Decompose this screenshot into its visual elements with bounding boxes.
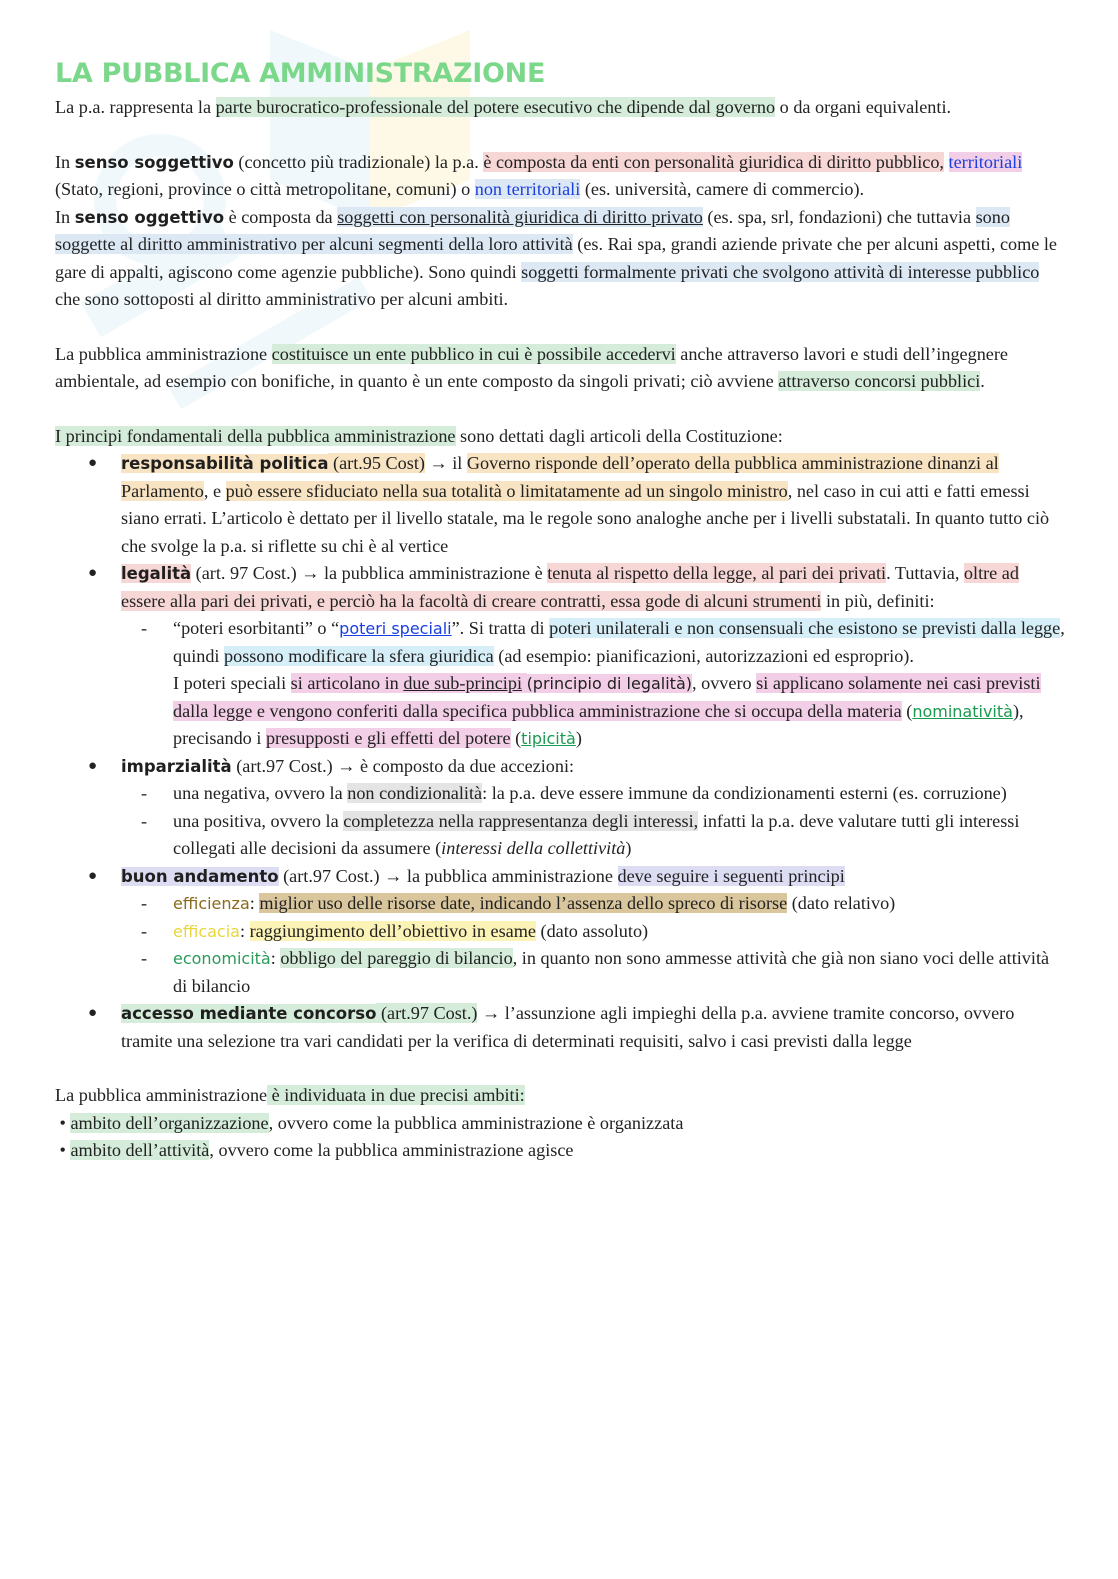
bullet-icon: ● bbox=[88, 867, 98, 884]
dash-icon: - bbox=[141, 893, 148, 913]
highlight: parte burocratico-professionale del potere esecutivo che dipende dal governo bbox=[215, 97, 776, 117]
highlight: non territoriali bbox=[474, 179, 581, 199]
list-item: - economicità: obbligo del pareggio di bilancio, in quanto non sono ammesse attività che già non siano voci delle attività di bilancio bbox=[121, 945, 1065, 1000]
bullet-icon: ● bbox=[88, 1005, 98, 1021]
list-item: ● imparzialità (art.97 Cost.) → è composto da due accezioni: - una negativa, ovvero la non condizionalità: la p.a. deve essere immune da condizionamenti esterni (es. corruzione) - una positiva, ovvero la completezza nella rappresentanza degli interessi, infatti la p.a. deve valutare tutti gli interessi collegati alle decisioni da assumere (interessi della collettività) bbox=[55, 753, 1065, 863]
list-item: - una negativa, ovvero la non condizionalità: la p.a. deve essere immune da condizionamenti esterni (es. corruzione) bbox=[121, 780, 1065, 808]
list-item: - efficacia: raggiungimento dell’obiettivo in esame (dato assoluto) bbox=[121, 918, 1065, 946]
dash-icon: - bbox=[141, 783, 148, 803]
sublist bbox=[121, 780, 1065, 863]
list-item: - una positiva, ovvero la completezza nella rappresentanza degli interessi, infatti la p.a. deve valutare tutti gli interessi collegati alle decisioni da assumere (interessi della collettività) bbox=[121, 808, 1065, 863]
ambiti-item: • ambito dell’organizzazione, ovvero come la pubblica amministrazione è organizzata bbox=[59, 1112, 684, 1133]
bullet-icon: • bbox=[59, 1112, 66, 1133]
highlight: tenuta al rispetto della legge, al pari dei privati bbox=[547, 563, 887, 583]
access-paragraph: La pubblica amministrazione costituisce un ente pubblico in cui è possibile accedervi anche attraverso lavori e studi dell’ingegnere ambientale, ad esempio con bonifiche, in quanto è un ente composto da singoli privati; ciò avviene attraverso concorsi pubblici. bbox=[55, 343, 1009, 391]
highlight: poteri unilaterali e non consensuali che esistono se previsti dalla legge bbox=[549, 618, 1061, 638]
tipicita-link[interactable]: tipicità bbox=[521, 729, 576, 748]
highlight: sono soggette al diritto amministrativo per alcuni segmenti della loro attività bbox=[55, 206, 1010, 254]
highlight: è individuata in due precisi ambiti: bbox=[267, 1085, 525, 1105]
highlight: completezza nella rappresentanza degli interessi, bbox=[343, 810, 699, 831]
highlight: presupposti e gli effetti del potere bbox=[265, 728, 511, 748]
highlight: obbligo del pareggio di bilancio bbox=[280, 948, 513, 968]
dash-icon: - bbox=[141, 810, 148, 831]
highlight: Governo risponde dell’operato della pubblica amministrazione dinanzi al Parlamento bbox=[121, 453, 999, 501]
senso-paragraph: In senso soggettivo (concetto più tradizionale) la p.a. è composta da enti con personalità giuridica di diritto pubblico, territoriali (Stato, regioni, province o città metropolitane, comuni) o non territoriali (es. università, camere di commercio). In senso oggettivo è composta da soggetti con personalità giuridica di diritto privato (es. spa, srl, fondazioni) che tuttavia sono soggette al diritto amministrativo per alcuni segmenti della loro attività (es. Rai spa, grandi aziende private che per alcuni aspetti, come le gare di appalti, agiscono come agenzie pubbliche). Sono quindi soggetti formalmente privati che svolgono attività di interesse pubblico che sono sottoposti al diritto amministrativo per alcuni ambiti. bbox=[55, 151, 1058, 309]
highlight: miglior uso delle risorse date, indicando l’assenza dello spreco di risorse bbox=[259, 893, 788, 913]
list-item: ● buon andamento (art.97 Cost.) → la pubblica amministrazione deve seguire i seguenti principi - efficienza: miglior uso delle risorse date, indicando l’assenza dello spreco di risorse (dato relativo) - efficacia: raggiungimento dell’obiettivo in esame (dato assoluto) - economicità: obbligo del pareggio di bilancio, in quanto non sono ammesse attività che già non siano voci delle attività di bilancio bbox=[55, 863, 1065, 1001]
highlight: oltre ad essere alla pari dei privati, e perciò ha la facoltà di creare contratti, essa gode di alcuni strumenti bbox=[121, 563, 1019, 611]
page-title: LA PUBBLICA AMMINISTRAZIONE bbox=[55, 58, 546, 89]
highlight: ambito dell’organizzazione bbox=[70, 1112, 269, 1133]
document-content bbox=[55, 56, 1065, 1165]
keyword: accesso mediante concorso bbox=[121, 1004, 377, 1023]
keyword-efficacia: efficacia bbox=[173, 921, 240, 941]
list-item: - efficienza: miglior uso delle risorse date, indicando l’assenza dello spreco di risorse (dato relativo) bbox=[121, 890, 1065, 918]
highlight: possono modificare la sfera giuridica bbox=[224, 645, 494, 666]
highlight: I principi fondamentali della pubblica amministrazione bbox=[55, 425, 456, 446]
keyword-senso-oggettivo: senso oggettivo bbox=[74, 207, 225, 227]
ambiti-paragraph: La pubblica amministrazione è individuata in due precisi ambiti: bbox=[55, 1085, 525, 1105]
poteri-speciali-link[interactable]: poteri speciali bbox=[339, 619, 452, 638]
list-item: ● legalità (art. 97 Cost.) → la pubblica amministrazione è tenuta al rispetto della legge, al pari dei privati. Tuttavia, oltre ad essere alla pari dei privati, e perciò ha la facoltà di creare contratti, essa gode di alcuni strumenti in più, definiti: - “poteri esorbitanti” o “poteri speciali”. Si tratta di poteri unilaterali e non consensuali che esistono se previsti dalla legge, quindi possono modificare la sfera giuridica (ad esempio: pianificazioni, autorizzazioni ed esproprio). I poteri speciali si articolano in due sub-principi (principio di legalità), ovvero si applicano solamente nei casi previsti dalla legge e vengono conferiti dalla specifica pubblica amministrazione che si occupa della materia (nominatività), precisando i presupposti e gli effetti del potere (tipicità) bbox=[55, 560, 1065, 753]
highlight: soggetti con personalità giuridica di diritto privato bbox=[337, 206, 703, 227]
highlight: può essere sfiduciato nella sua totalità o limitatamente ad un singolo ministro bbox=[225, 480, 788, 501]
sublist bbox=[121, 890, 1065, 1000]
highlight: soggetti formalmente privati che svolgono attività di interesse pubblico bbox=[521, 261, 1040, 282]
keyword-economicita: economicità bbox=[173, 949, 271, 968]
poteri-speciali-detail: I poteri speciali si articolano in due sub-principi (principio di legalità), ovvero si applicano solamente nei casi previsti dalla legge e vengono conferiti dalla specifica pubblica amministrazione che si occupa della materia (nominatività), precisando i presupposti e gli effetti del potere (tipicità) bbox=[173, 673, 1041, 748]
highlight: territoriali bbox=[948, 151, 1023, 172]
sublist bbox=[121, 615, 1065, 670]
keyword: buon andamento bbox=[121, 866, 279, 886]
dash-icon: - bbox=[141, 948, 148, 968]
bullet-icon: ● bbox=[88, 757, 98, 774]
principles-list bbox=[55, 450, 1065, 1055]
highlight: si articolano in bbox=[290, 673, 404, 693]
list-item: ● accesso mediante concorso (art.97 Cost.) → l’assunzione agli impieghi della p.a. avviene tramite concorso, ovvero tramite una selezione tra vari candidati per la verifica di determinati requisiti, salvo i casi previsti dalla legge bbox=[55, 1000, 1065, 1055]
highlight: attraverso concorsi pubblici bbox=[778, 371, 981, 391]
bullet-icon: • bbox=[59, 1140, 66, 1160]
list-item: ● responsabilità politica (art.95 Cost) → il Governo risponde dell’operato della pubblica amministrazione dinanzi al Parlamento, e può essere sfiduciato nella sua totalità o limitatamente ad un singolo ministro, nel caso in cui atti e fatti emessi siano errati. L’articolo è dettato per il livello statale, ma le regole sono analoghe anche per i livelli substatali. In quanto tutto ciò che svolge la p.a. si riflette su chi è al vertice bbox=[55, 450, 1065, 560]
dash-icon: - bbox=[141, 618, 148, 638]
list-item: - “poteri esorbitanti” o “poteri speciali”. Si tratta di poteri unilaterali e non consensuali che esistono se previsti dalla legge, quindi possono modificare la sfera giuridica (ad esempio: pianificazioni, autorizzazioni ed esproprio). bbox=[121, 615, 1065, 670]
dash-icon: - bbox=[141, 920, 148, 941]
highlight: deve seguire i seguenti principi bbox=[617, 865, 845, 886]
highlight: è composta da enti con personalità giuridica di diritto pubblico, bbox=[483, 151, 944, 172]
keyword-efficienza: efficienza bbox=[173, 894, 250, 913]
keyword-senso-soggettivo: senso soggettivo bbox=[74, 152, 234, 172]
intro-paragraph: La p.a. rappresenta la parte burocratico-professionale del potere esecutivo che dipende dal governo o da organi equivalenti. bbox=[55, 97, 952, 117]
principles-intro: I principi fondamentali della pubblica amministrazione sono dettati dagli articoli della Costituzione: bbox=[55, 425, 783, 446]
keyword: responsabilità politica bbox=[121, 454, 329, 473]
keyword: imparzialità bbox=[121, 756, 232, 776]
highlight: ambito dell’attività bbox=[70, 1140, 210, 1160]
highlight: raggiungimento dell’obiettivo in esame bbox=[249, 920, 536, 941]
highlight: non condizionalità bbox=[347, 783, 483, 803]
highlight: costituisce un ente pubblico in cui è possibile accedervi bbox=[271, 343, 676, 364]
highlight: si applicano solamente nei casi previsti dalla legge e vengono conferiti dalla specifica pubblica amministrazione che si occupa della materia bbox=[173, 673, 1041, 721]
bullet-icon: ● bbox=[88, 565, 98, 581]
bullet-icon: ● bbox=[88, 455, 98, 471]
ambiti-item: • ambito dell’attività, ovvero come la pubblica amministrazione agisce bbox=[59, 1140, 574, 1160]
nominativita-link[interactable]: nominatività bbox=[912, 701, 1013, 721]
keyword: legalità bbox=[121, 564, 192, 583]
